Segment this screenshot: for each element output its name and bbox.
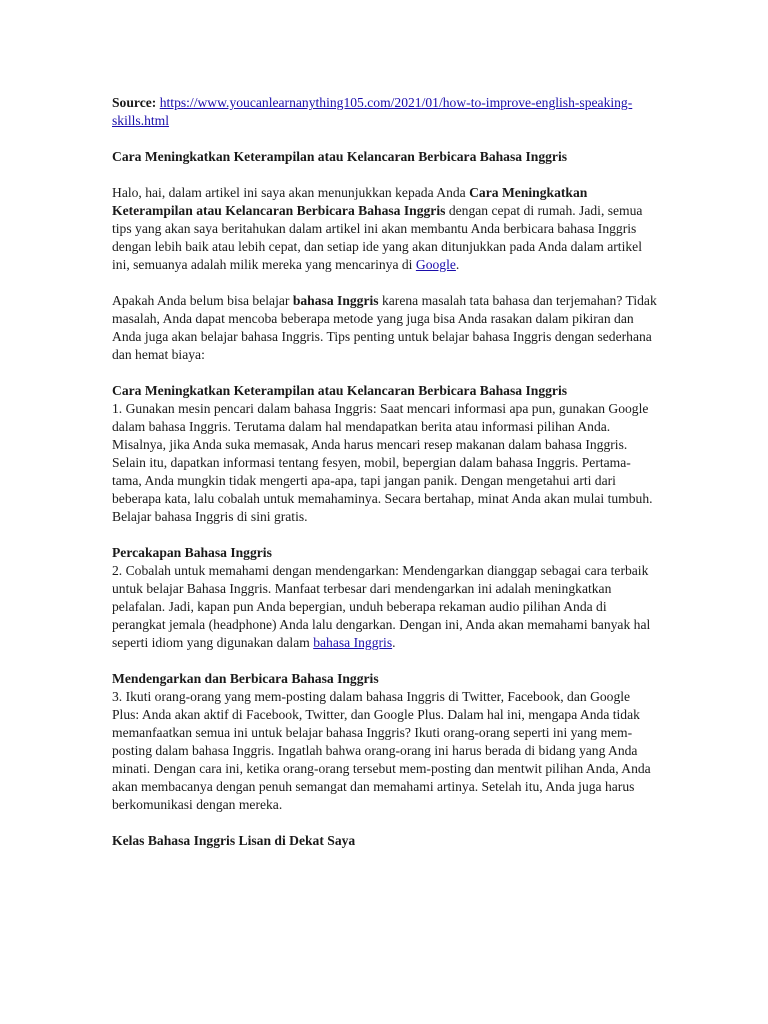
section2-text: 2. Cobalah untuk memahami dengan mendengarkan: Mendengarkan dianggap sebagai cara terbaik untuk belajar Bahasa Inggris. Manfaat terbesar dari mendengarkan ini adalah meningkatkan pelafalan. Jadi, kapan pun Anda bepergian, unduh beberapa rekaman audio pilihan Anda di perangkat jemala (headphone) Anda lalu dengarkan. Dengan ini, Anda akan memahami banyak hal seperti idiom yang digunakan dalam: [112, 563, 651, 650]
intro-text-2: dengan cepat di rumah. Jadi, semua tips yang akan saya beritahukan dalam artikel ini akan membantu Anda berbicara bahasa Inggris dengan lebih baik atau lebih cepat, dan setiap ide yang akan ditunjukkan pada Anda dalam artikel ini, semuanya adalah milik mereka yang mencarinya di: [112, 203, 643, 272]
para2-bold: bahasa Inggris: [292, 293, 379, 308]
source-link[interactable]: https://www.youcanlearnanything105.com/2021/01/how-to-improve-english-speaking-skills.html: [112, 95, 633, 128]
intro-paragraph: [112, 184, 658, 274]
article-title: Cara Meningkatkan Keterampilan atau Kelancaran Berbicara Bahasa Inggris: [112, 149, 568, 164]
intro-bold: Cara Meningkatkan Keterampilan atau Kelancaran Berbicara Bahasa Inggris: [112, 185, 588, 218]
intro-text-1: Halo, hai, dalam artikel ini saya akan menunjukkan kepada Anda: [112, 185, 470, 200]
source-line: [112, 94, 658, 130]
section3-heading: Mendengarkan dan Berbicara Bahasa Inggris: [112, 671, 379, 686]
section2-end: .: [392, 635, 396, 650]
section3-body: 3. Ikuti orang-orang yang mem-posting dalam bahasa Inggris di Twitter, Facebook, dan Google Plus: Anda akan aktif di Facebook, Twitter, dan Google Plus. Dalam hal ini, mengapa Anda tidak memanfaatkan semua ini untuk belajar bahasa Inggris? Ikuti orang-orang seperti ini yang mem-posting dalam bahasa Inggris. Ingatlah bahwa orang-orang ini harus berada di bidang yang Anda minati. Dengan cara ini, ketika orang-orang tersebut mem-posting dan mentwit pilihan Anda, Anda akan membacanya dengan penuh semangat dan memahami artinya. Setelah itu, Anda juga harus berkomunikasi dengan mereka.: [112, 689, 651, 812]
section4-heading: Kelas Bahasa Inggris Lisan di Dekat Saya: [112, 833, 356, 848]
google-link[interactable]: Google: [415, 257, 456, 272]
bahasa-inggris-link[interactable]: bahasa Inggris: [313, 635, 393, 650]
section2-heading: Percakapan Bahasa Inggris: [112, 545, 272, 560]
section2-body: [112, 562, 658, 652]
section1-body: 1. Gunakan mesin pencari dalam bahasa Inggris: Saat mencari informasi apa pun, gunakan Google dalam bahasa Inggris. Terutama dalam hal mendapatkan berita atau informasi pilihan Anda. Misalnya, jika Anda suka memasak, Anda harus mencari resep makanan dalam bahasa Inggris. Selain itu, dapatkan informasi tentang fesyen, mobil, bepergian dalam bahasa Inggris. Pertama-tama, Anda mungkin tidak mengerti apa-apa, tapi jangan panik. Dengan mengetahui arti dari beberapa kata, lalu cobalah untuk memahaminya. Secara bertahap, minat Anda akan mulai tumbuh. Belajar bahasa Inggris di sini gratis.: [112, 401, 653, 524]
section1-heading: Cara Meningkatkan Keterampilan atau Kelancaran Berbicara Bahasa Inggris: [112, 383, 568, 398]
para2-text-2: karena masalah tata bahasa dan terjemahan? Tidak masalah, Anda dapat mencoba beberapa metode yang juga bisa Anda rasakan dalam pikiran dan Anda juga akan belajar bahasa Inggris. Tips penting untuk belajar bahasa Inggris dengan sederhana dan hemat biaya:: [112, 293, 657, 362]
intro-text-3: .: [455, 257, 460, 272]
source-label: Source:: [112, 95, 157, 110]
para2-text-1: Apakah Anda belum bisa belajar: [112, 293, 293, 308]
paragraph-2: [112, 292, 658, 364]
